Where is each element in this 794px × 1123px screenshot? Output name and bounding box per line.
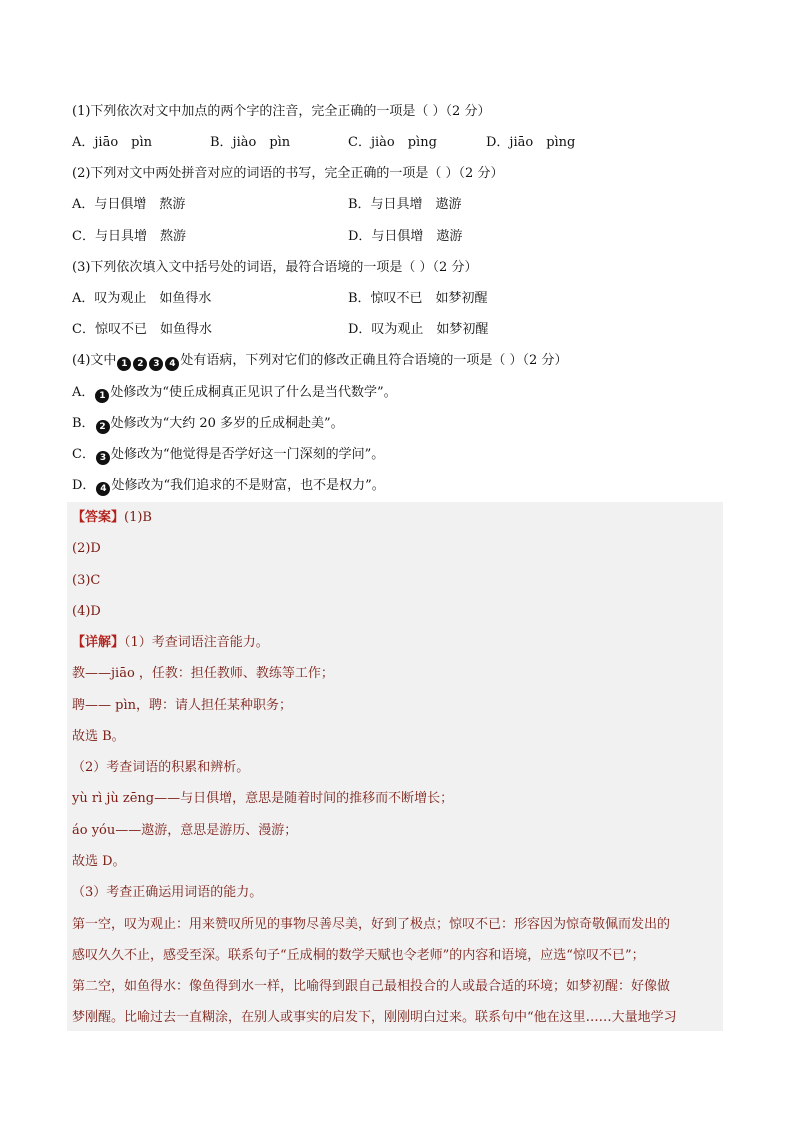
answer-2: (2)D (72, 541, 101, 556)
detail-line: áo yóu——遨游，意思是游历、漫游； (72, 823, 298, 838)
circled-number-2: 2 (96, 420, 110, 434)
answer-1: (1)B (124, 510, 152, 525)
q1-option-c: C．jiào pìng (348, 135, 437, 150)
detail-line: 教——jiāo ，任教：担任教师、教练等工作； (72, 666, 334, 681)
question-4-stem (72, 352, 567, 371)
q4-option-b-letter: B． (72, 416, 95, 431)
detail-heading-1 (72, 634, 269, 652)
answer-explanation-block (67, 502, 723, 1031)
detail-line: 故选 B。 (72, 729, 125, 744)
question-1-stem: (1)下列依次对文中加点的两个字的注音，完全正确的一项是（ ）（2 分） (72, 104, 491, 119)
detail-head-1-text: （1）考查词语注音能力。 (124, 635, 269, 650)
answer-4: (4)D (72, 604, 101, 619)
circled-number-1: 1 (117, 357, 131, 371)
circled-number-4: 4 (165, 357, 179, 371)
detail-line: 故选 D。 (72, 854, 126, 869)
q4-option-d-letter: D． (72, 478, 96, 493)
answer-line-1 (72, 509, 152, 527)
detail-tag: 【详解】 (72, 635, 125, 650)
q1-option-d: D．jiāo pìng (486, 135, 576, 150)
question-2-stem: (2)下列对文中两处拼音对应的词语的书写，完全正确的一项是（ ）（2 分） (72, 166, 504, 181)
detail-line: 梦刚醒。比喻过去一直糊涂，在别人或事实的启发下，刚刚明白过来。联系句中“他在这里……大量地学习 (72, 1010, 677, 1025)
q2-option-b: B．与日具增 遨游 (348, 197, 462, 212)
q3-option-a: A．叹为观止 如鱼得水 (72, 291, 212, 306)
answer-3: (3)C (72, 573, 101, 588)
q3-option-c: C．惊叹不已 如鱼得水 (72, 322, 212, 337)
q4-option-d (72, 477, 385, 496)
detail-line: yù rì jù zēng——与日俱增，意思是随着时间的推移而不断增长； (72, 791, 454, 806)
q4-stem-suffix: 处有语病，下列对它们的修改正确且符合语境的一项是（ ）（2 分） (180, 353, 568, 368)
answer-tag: 【答案】 (72, 510, 125, 525)
q2-option-d: D．与日俱增 遨游 (348, 229, 463, 244)
circled-number-1: 1 (95, 389, 109, 403)
q2-option-c: C．与日具增 熬游 (72, 229, 186, 244)
detail-line: 聘—— pìn，聘：请人担任某种职务； (72, 698, 292, 713)
q2-option-a: A．与日俱增 熬游 (72, 197, 186, 212)
circled-number-4: 4 (96, 482, 110, 496)
detail-line: （2）考查词语的积累和辨析。 (72, 760, 250, 775)
detail-line: 感叹久久不止，感受至深。联系句子“丘成桐的数学天赋也令老师”的内容和语境，应选“惊叹不已”； (72, 948, 645, 963)
q1-option-a: A．jiāo pìn (72, 135, 153, 150)
circled-number-2: 2 (133, 357, 147, 371)
q4-option-b (72, 415, 344, 434)
q4-option-c-text: 处修改为“他觉得是否学好这一门深刻的学问”。 (110, 447, 385, 462)
q3-option-d: D．叹为观止 如梦初醒 (348, 322, 489, 337)
q4-option-c (72, 446, 384, 465)
q3-option-b: B．惊叹不已 如梦初醒 (348, 291, 488, 306)
q4-option-d-text: 处修改为“我们追求的不是财富，也不是权力”。 (111, 478, 385, 493)
q4-option-b-text: 处修改为“大约 20 多岁的丘成桐赴美”。 (110, 416, 344, 431)
q4-stem-prefix: (4)文中 (72, 353, 117, 368)
q4-option-a-letter: A． (72, 385, 95, 400)
circled-number-3: 3 (96, 451, 110, 465)
detail-line: 第一空，叹为观止：用来赞叹所见的事物尽善尽美，好到了极点；惊叹不已：形容因为惊奇敬佩而发出的 (72, 917, 671, 932)
circled-number-3: 3 (149, 357, 163, 371)
q4-option-a (72, 384, 397, 403)
detail-line: 第二空，如鱼得水：像鱼得到水一样，比喻得到跟自己最相投合的人或最合适的环境；如梦初醒：好像做 (72, 979, 671, 994)
q4-option-a-text: 处修改为“使丘成桐真正见识了什么是当代数学”。 (110, 385, 397, 400)
question-3-stem: (3)下列依次填入文中括号处的词语，最符合语境的一项是（ ）（2 分） (72, 260, 478, 275)
q1-option-b: B．jiào pìn (210, 135, 291, 150)
detail-line: （3）考查正确运用词语的能力。 (72, 885, 263, 900)
q4-option-c-letter: C． (72, 447, 95, 462)
